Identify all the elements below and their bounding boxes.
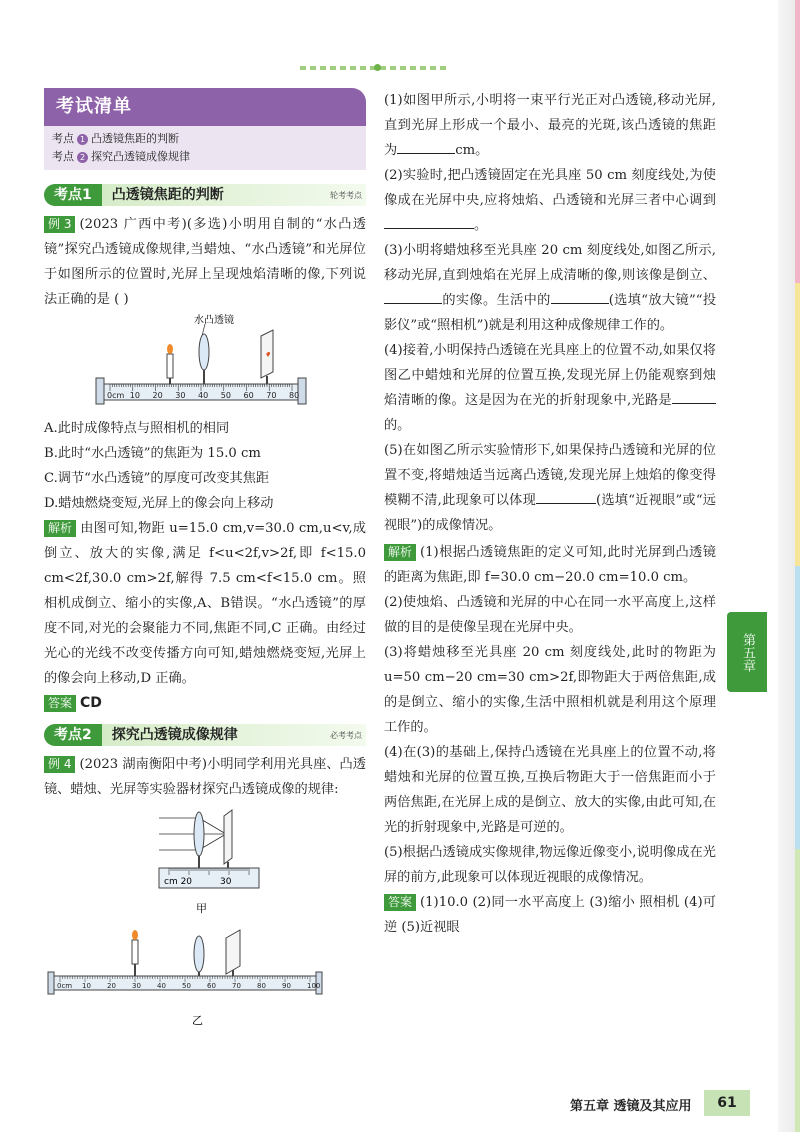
section-heading-2: 考点2 探究凸透镜成像规律 必考考点 xyxy=(44,722,366,748)
figure-water-lens xyxy=(44,314,366,414)
figure-yi xyxy=(44,926,366,1036)
figure-yi-svg xyxy=(44,926,366,1036)
analysis-5: (5)根据凸透镜成实像规律,物远像近像变小,说明像成在光屏的前方,此现象可以体现近视眼的成像情况。 xyxy=(384,845,716,885)
footer-chapter: 第五章 透镜及其应用 xyxy=(570,1099,692,1114)
exam-list-item: 考点 2 探究凸透镜成像规律 xyxy=(52,150,190,163)
example-3-answer: 答案 CD xyxy=(44,691,366,716)
chapter-side-tab: 第五章 xyxy=(727,612,767,692)
question-3: (3)小明将蜡烛移至光具座 20 cm 刻度线处,如图乙所示,移动光屏,直到烛焰在光屏上成清晰的像,则该像是倒立、的实像。生活中的 (选填“放大镜”“投影仪”或“照相机”)就是利用这种成像规律工作的。 xyxy=(384,243,717,333)
scale-label: 70 xyxy=(232,982,241,990)
example-4-stem: 例 4 (2023 湖南衡阳中考)小明同学利用光具座、凸透镜、蜡烛、光屏等实验器材探究凸透镜成像的规律: xyxy=(44,757,366,797)
question-1: (1)如图甲所示,小明将一束平行光正对凸透镜,移动光屏,直到光屏上形成一个最小、最亮的光斑,该凸透镜的焦距为 cm。 xyxy=(384,93,716,158)
exam-list xyxy=(44,126,366,170)
svg-text:cm 20: cm 20 xyxy=(164,877,193,887)
scale-label: 10 xyxy=(82,982,91,990)
exam-list-title: 考试清单 xyxy=(44,88,366,126)
question-5: (5)在如图乙所示实验情形下,如果保持凸透镜和光屏的位置不变,将蜡烛适当远离凸透镜,发现光屏上烛焰的像变得模糊不清,此现象可以体现 (选填“近视眼”或“远视眼”)的成像情况。 xyxy=(384,443,716,533)
scale-label: 80 xyxy=(257,982,266,990)
analysis-4: (4)在(3)的基础上,保持凸透镜在光具座上的位置不动,将蜡烛和光屏的位置互换,互换后物距大于一倍焦距而小于两倍焦距,在光屏上成的是倒立、放大的实像,由此可知,在光的折射现象中,光路是可逆的。 xyxy=(384,745,716,835)
optical-bench-figure xyxy=(44,314,366,414)
scale-label: 0cm xyxy=(57,982,73,990)
scale-label: 100 xyxy=(307,982,321,990)
option-d: D.蜡烛燃烧变短,光屏上的像会向上移动 xyxy=(44,496,274,511)
figure-jia-svg xyxy=(44,804,366,924)
scale-label: 40 xyxy=(157,982,166,990)
option-b: B.此时“水凸透镜”的焦距为 15.0 cm xyxy=(44,446,261,461)
page-edge-color-strip xyxy=(795,0,800,1132)
scale-label: 10 xyxy=(129,391,140,400)
example-4-answer: 答案 (1)10.0 (2)同一水平高度上 (3)缩小 照相机 (4)可逆 (5)近视眼 xyxy=(384,895,716,935)
scale-label: 20 xyxy=(107,982,116,990)
scale-label: 20 xyxy=(152,391,163,400)
figure-jia xyxy=(44,804,366,924)
scale-label: 90 xyxy=(282,982,291,990)
page-number: 61 xyxy=(704,1090,750,1116)
scale-label: 50 xyxy=(220,391,231,400)
exam-list-item: 考点 1 凸透镜焦距的判断 xyxy=(52,132,179,145)
figure-yi-label: 乙 xyxy=(192,1014,203,1027)
section-heading-1: 考点1 凸透镜焦距的判断 轮考考点 xyxy=(44,182,366,208)
option-a: A.此时成像特点与照相机的相同 xyxy=(44,421,230,436)
analysis-1: 解析 (1)根据凸透镜焦距的定义可知,此时光屏到凸透镜的距离为焦距,即 f=30.0 cm−20.0 cm=10.0 cm。 xyxy=(384,545,716,585)
left-column xyxy=(44,88,366,1038)
scale-label: 30 xyxy=(132,982,141,990)
scale-label: 80 xyxy=(289,391,300,400)
top-decoration xyxy=(300,66,450,70)
scale-label: 60 xyxy=(243,391,254,400)
example-3-stem: 例 3 (2023 广西中考)(多选)小明用自制的“水凸透镜”探究凸透镜成像规律,当蜡烛、“水凸透镜”和光屏位于如图所示的位置时,光屏上呈现烛焰清晰的像,下列说法正确的是 ( ) xyxy=(44,217,366,307)
scale-label: 70 xyxy=(266,391,277,400)
scale-label: 30 xyxy=(175,391,186,400)
water-lens-label: 水凸透镜 xyxy=(194,315,234,326)
figure-jia-label: 甲 xyxy=(196,902,207,915)
example-3-analysis: 解析 由图可知,物距 u=15.0 cm,v=30.0 cm,u<v,成倒立、放大的实像,满足 f<u<2f,v>2f,即 f<15.0 cm<2f,30.0 cm>2f,解得 7.5 cm<f<15.0 cm。照相机成倒立、缩小的实像,A、B错误。“水凸透镜”的厚度不同,对光的会聚能力不同,焦距不同,C 正确。由经过光心的光线不改变传播方向可知,蜡烛燃烧变短,光屏上的像会向上移动,D 正确。 xyxy=(44,521,366,686)
svg-text:30: 30 xyxy=(220,877,232,887)
scale-label: 50 xyxy=(182,982,191,990)
scale-label: 60 xyxy=(207,982,216,990)
scale-label: 40 xyxy=(198,391,209,400)
question-4: (4)接着,小明保持凸透镜在光具座上的位置不动,如果仅将图乙中蜡烛和光屏的位置互换,发现光屏上仍能观察到烛焰清晰的像。这是因为在光的折射现象中,光路是的。 xyxy=(384,343,716,433)
analysis-2: (2)使烛焰、凸透镜和光屏的中心在同一水平高度上,这样做的目的是使像呈现在光屏中央。 xyxy=(384,595,716,635)
scale-label: 0cm xyxy=(107,391,125,400)
right-column xyxy=(384,88,716,940)
analysis-3: (3)将蜡烛移至光具座 20 cm 刻度线处,此时的物距为 u=50 cm−20 cm=30 cm>2f,即物距大于两倍焦距,成的是倒立、缩小的实像,生活中照相机就是利用这个原理工作的。 xyxy=(384,645,716,735)
question-2: (2)实验时,把凸透镜固定在光具座 50 cm 刻度线处,为使像成在光屏中央,应将烛焰、凸透镜和光屏三者中心调到。 xyxy=(384,168,716,233)
option-c: C.调节“水凸透镜”的厚度可改变其焦距 xyxy=(44,471,270,486)
